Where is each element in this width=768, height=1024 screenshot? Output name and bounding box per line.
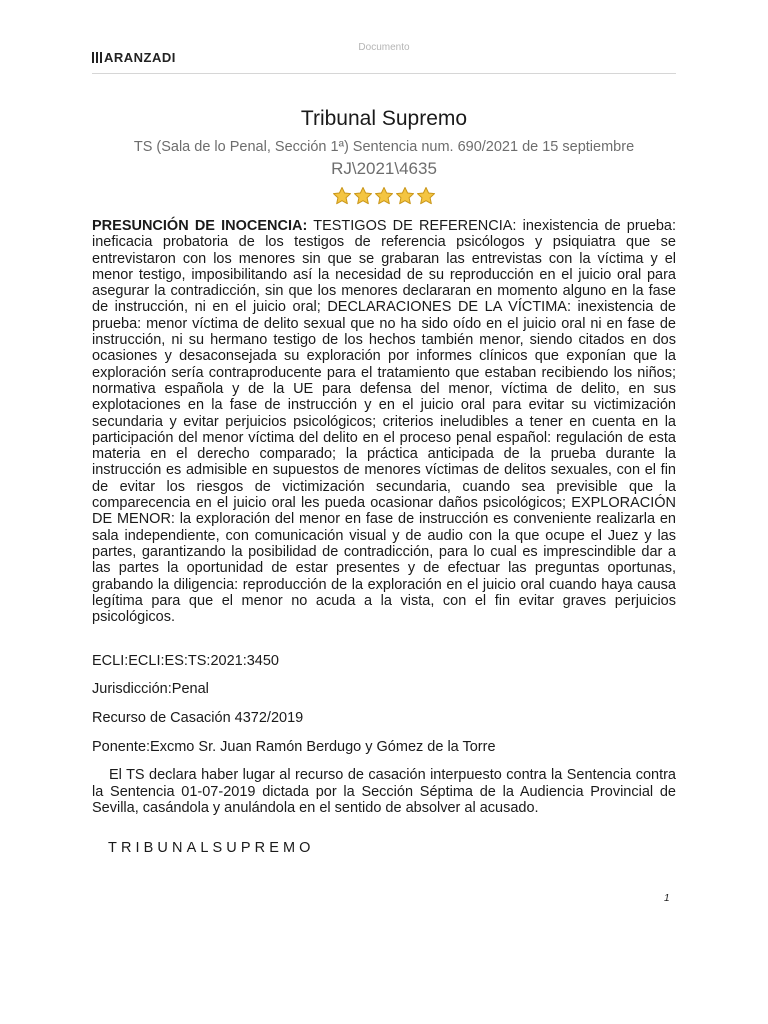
header-divider [92,73,676,74]
summary-text: TESTIGOS DE REFERENCIA: inexistencia de prueba: ineficacia probatoria de los testigos de referencia psicólogos y psiquiatra que se entrevistaron con los menores sin que se grabaran las entrevistas con la víctima y el menor testigo, imposibilitando así la necesidad de su reproducción en el juicio oral para asegurar la contradicción, sin que los menores declararan en momento alguno en la fase de instrucción, ni en el juicio oral; DECLARACIONES DE LA VÍCTIMA: inexistencia de prueba: menor víctima de delito sexual que no ha sido oído en el juicio oral ni en fase de instrucción, ni su hermano testigo de los hechos también menor, siendo citados en dos ocasiones y desaconsejada su exploración por informes clínicos que exponían que la exploración sería contraproducente para el tratamiento que estaban recibiendo los niños; normativa española y de la UE para defensa del menor, víctima de delito, en sus explotaciones en la fase de instrucción y en el juicio oral para evitar su victimización secundaria y evitar perjuicios psicológicos; criterios ineludibles a tener en cuenta en la participación del menor víctima del delito en el proceso penal español: regulación de esta materia en el derecho comparado; la práctica anticipada de la prueba durante la instrucción es admisible en supuestos de menores víctimas de delitos sexuales, con el fin de evitar los riesgos de victimización secundaria, cuando sea previsible que la comparecencia en el juicio oral les pueda ocasionar daños psicológicos; EXPLORACIÓN DE MENOR: la exploración del menor en fase de instrucción es conveniente realizarla en sala independiente, con comunicación visual y de audio con la que ocupe el Juez y las partes, garantizando la posibilidad de contradicción, para lo cual es imprescindible dar a las partes la oportunidad de estar presentes y de efectuar las preguntas oportunas, grabando la diligencia: reproducción de la exploración en el juicio oral cuando haya causa legítima para que el menor no acuda a la vista, con el fin evitar graves perjuicios psicológicos. [92,218,676,626]
ecli: ECLI:ECLI:ES:TS:2021:3450 [92,653,279,669]
recurso: Recurso de Casación 4372/2019 [92,710,304,726]
summary-paragraph [92,218,676,625]
tribunal-supremo-heading: TRIBUNALSUPREMO [108,840,315,856]
page-number: 1 [664,893,670,904]
document-title: Tribunal Supremo [300,107,468,130]
star-icon [416,186,436,206]
decision-paragraph: El TS declara haber lugar al recurso de casación interpuesto contra la Sentencia contra la Sentencia 01-07-2019 dictada por la Sección Séptima de la Audiencia Provincial de Sevilla, casándola y anulándola en el sentido de absolver al acusado. [92,767,676,816]
star-icon [395,186,415,206]
rating-stars [0,186,768,206]
logo-text: ARANZADI [104,50,176,65]
ponente: Ponente:Excmo Sr. Juan Ramón Berdugo y Gómez de la Torre [92,739,496,755]
document-reference: RJ\2021\4635 [331,159,437,178]
header-label: Documento [358,42,410,53]
star-icon [332,186,352,206]
aranzadi-logo [92,50,176,65]
star-icon [374,186,394,206]
document-subtitle: TS (Sala de lo Penal, Sección 1ª) Sentencia num. 690/2021 de 15 septiembre [133,139,635,155]
logo-bars-icon [92,52,102,63]
star-icon [353,186,373,206]
jurisdiccion: Jurisdicción:Penal [92,681,209,697]
summary-heading: PRESUNCIÓN DE INOCENCIA: [92,218,308,234]
